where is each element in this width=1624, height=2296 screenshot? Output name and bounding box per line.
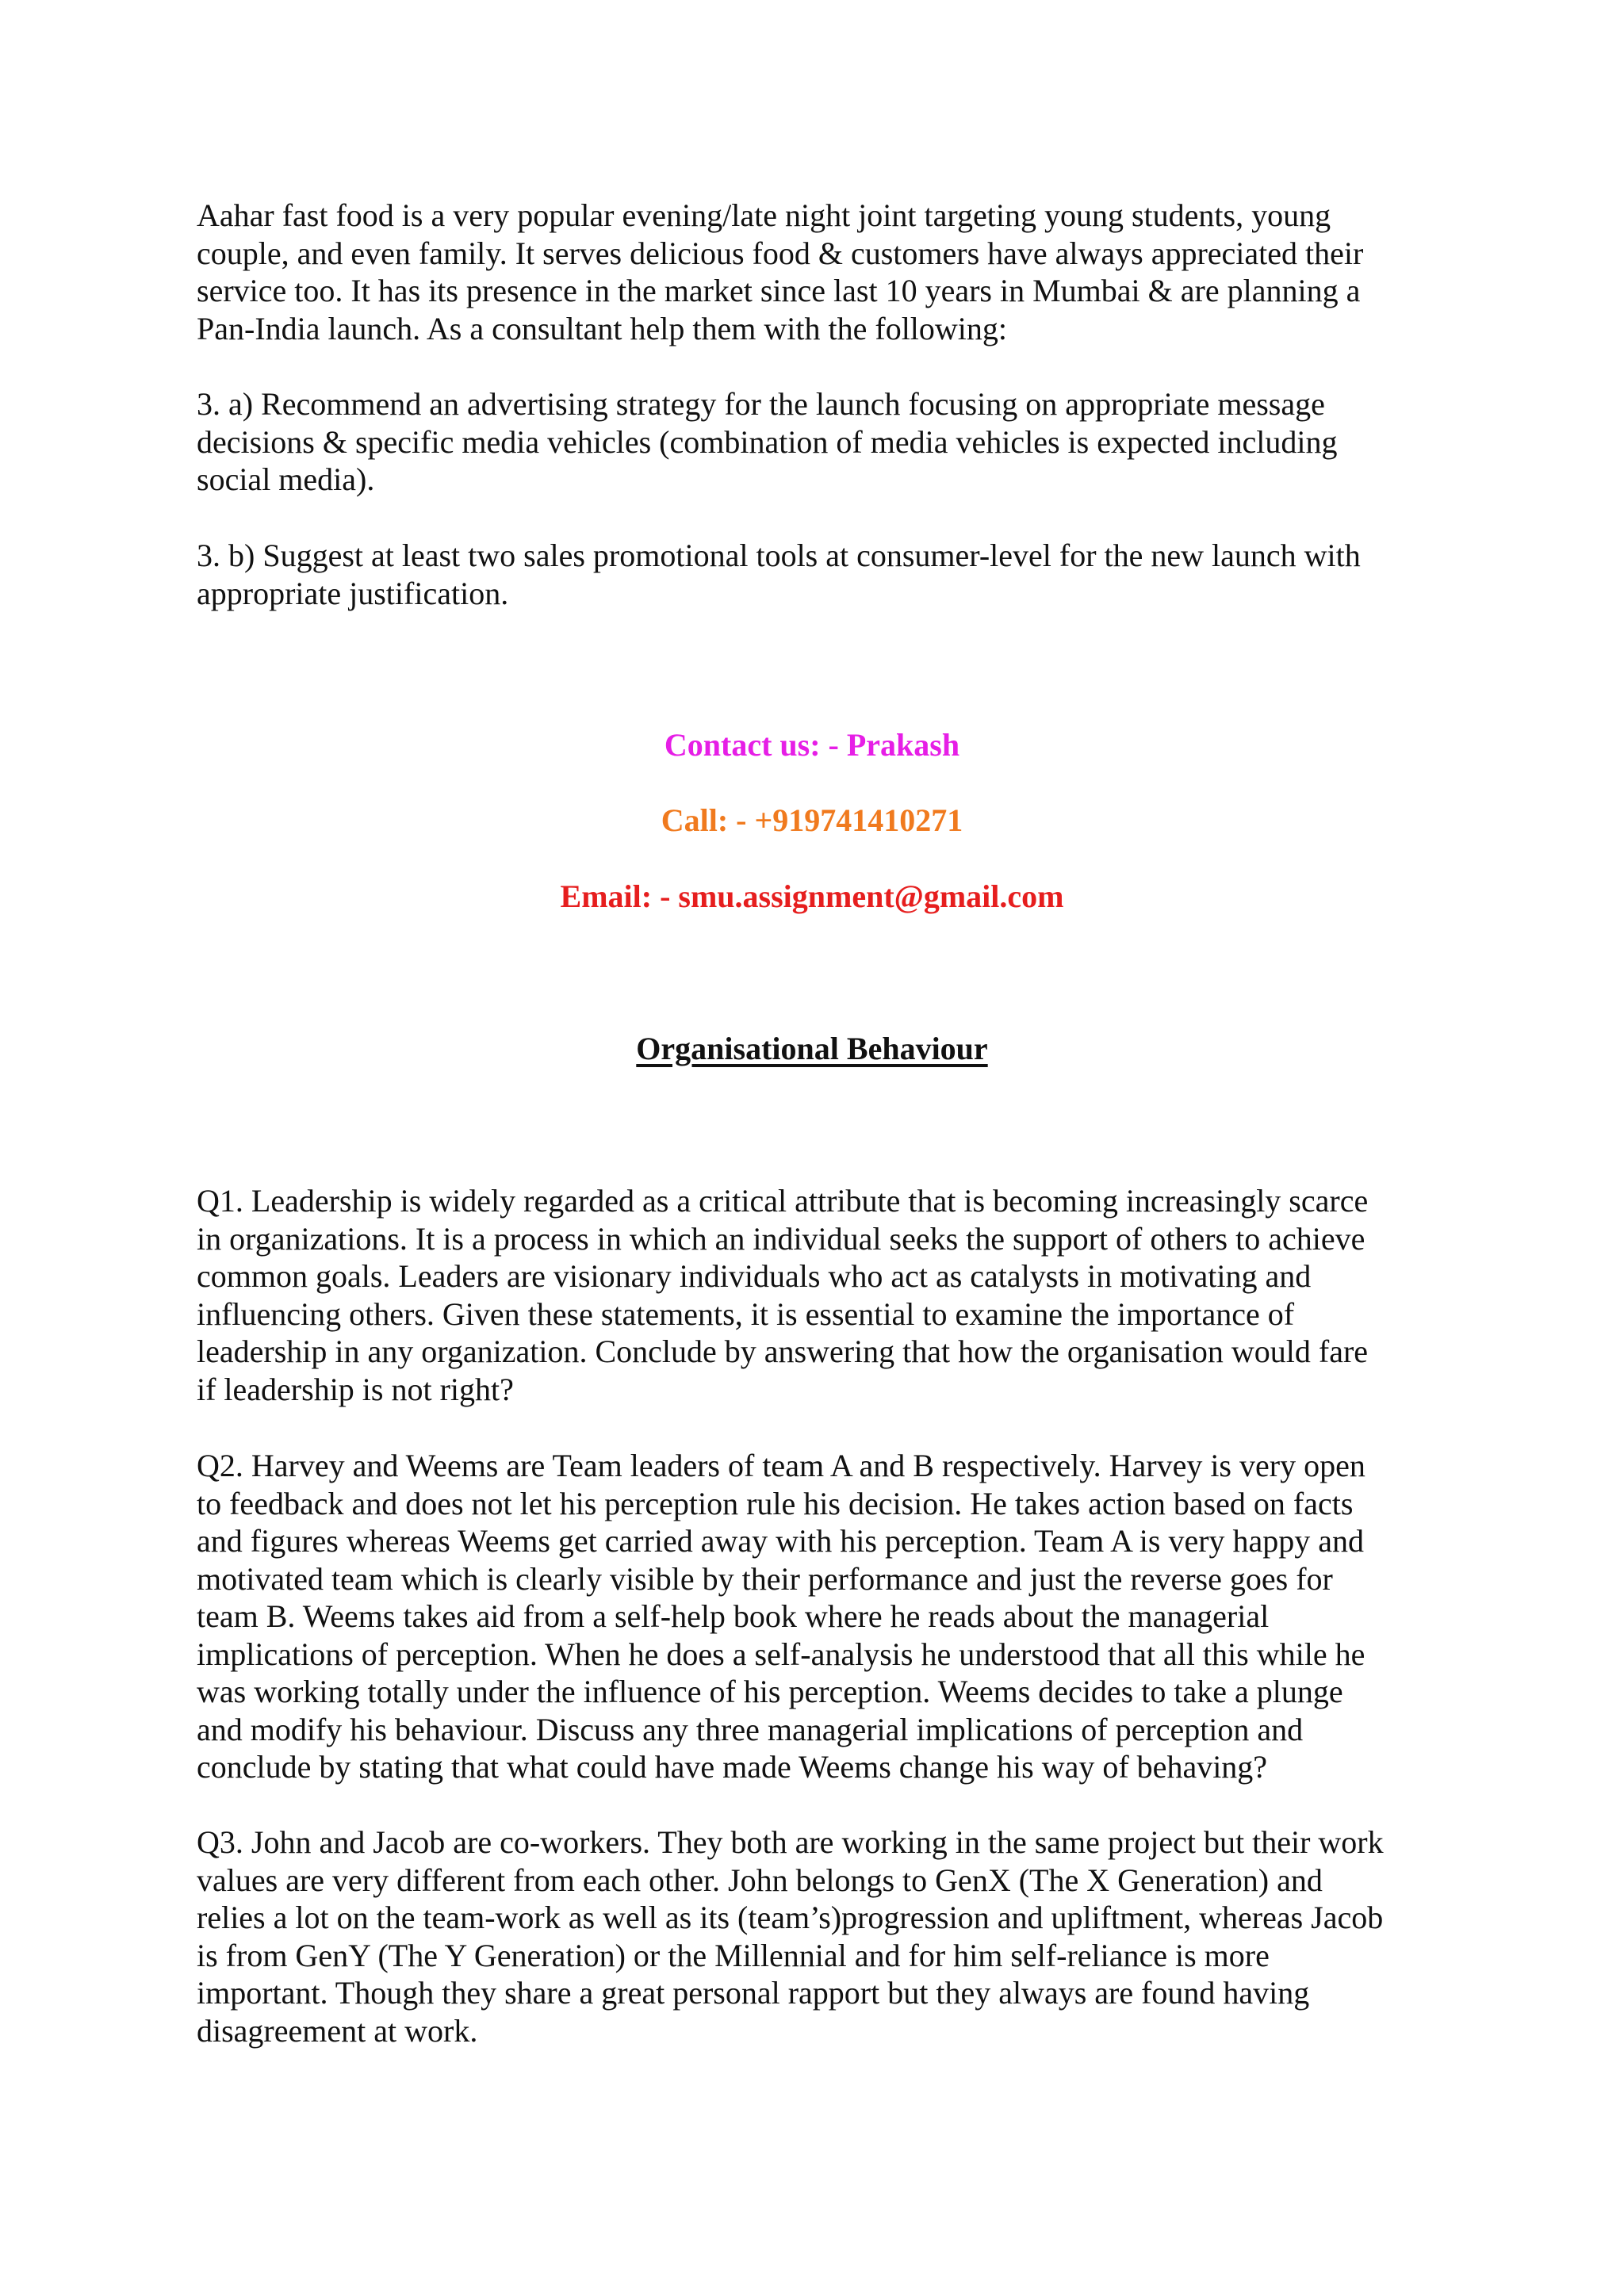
- paragraph-line: values are very different from each other. John belongs to GenX (The X Generation) and: [197, 1862, 1323, 1898]
- contact-name: Contact us: - Prakash: [664, 727, 960, 763]
- paragraph-line: important. Though they share a great personal rapport but they always are found having: [197, 1975, 1310, 2011]
- paragraph-line: Q3. John and Jacob are co-workers. They both are working in the same project but their work: [197, 1824, 1384, 1860]
- paragraph-line: disagreement at work.: [197, 2012, 478, 2049]
- paragraph-line: if leadership is not right?: [197, 1371, 514, 1407]
- paragraph-line: common goals. Leaders are visionary individuals who act as catalysts in motivating and: [197, 1258, 1312, 1294]
- paragraph-line: implications of perception. When he does a self-analysis he understood that all this while he: [197, 1636, 1365, 1672]
- paragraph-line: team B. Weems takes aid from a self-help book where he reads about the managerial: [197, 1598, 1270, 1634]
- question-2: [197, 1447, 1434, 1786]
- paragraph-line: 3. b) Suggest at least two sales promotional tools at consumer-level for the new launch with: [197, 538, 1361, 573]
- paragraph-line: motivated team which is clearly visible by their performance and just the reverse goes for: [197, 1560, 1333, 1597]
- paragraph-line: leadership in any organization. Conclude by answering that how the organisation would fare: [197, 1334, 1369, 1369]
- question-3b: [197, 537, 1434, 612]
- section-title: Organisational Behaviour: [636, 1031, 988, 1066]
- paragraph-line: conclude by stating that what could have made Weems change his way of behaving?: [197, 1749, 1268, 1785]
- paragraph-line: and figures whereas Weems get carried away with his perception. Team A is very happy and: [197, 1523, 1365, 1559]
- paragraph-line: Q2. Harvey and Weems are Team leaders of team A and B respectively. Harvey is very open: [197, 1448, 1365, 1483]
- question-3: [197, 1823, 1434, 2049]
- intro-paragraph: [197, 197, 1434, 347]
- contact-email: Email: - smu.assignment@gmail.com: [560, 878, 1064, 914]
- paragraph-line: and modify his behaviour. Discuss any three managerial implications of perception and: [197, 1711, 1304, 1747]
- paragraph-line: social media).: [197, 461, 375, 497]
- paragraph-line: 3. a) Recommend an advertising strategy for the launch focusing on appropriate message: [197, 386, 1325, 422]
- paragraph-line: decisions & specific media vehicles (combination of media vehicles is expected including: [197, 423, 1338, 460]
- paragraph-line: Pan-India launch. As a consultant help them with the following:: [197, 310, 1008, 346]
- question-1: [197, 1182, 1434, 1408]
- paragraph-line: service too. It has its presence in the market since last 10 years in Mumbai & are planning a: [197, 273, 1361, 308]
- paragraph-line: appropriate justification.: [197, 575, 509, 611]
- paragraph-line: to feedback and does not let his perception rule his decision. He takes action based on facts: [197, 1485, 1354, 1521]
- paragraph-line: was working totally under the influence of his perception. Weems decides to take a plunge: [197, 1674, 1343, 1709]
- paragraph-line: is from GenY (The Y Generation) or the Millennial and for him self-reliance is more: [197, 1937, 1270, 1973]
- contact-phone: Call: - +919741410271: [661, 802, 963, 838]
- paragraph-line: in organizations. It is a process in which an individual seeks the support of others to achieve: [197, 1220, 1365, 1257]
- question-3a: [197, 385, 1434, 499]
- paragraph-line: influencing others. Given these statements, it is essential to examine the importance of: [197, 1295, 1295, 1332]
- paragraph-line: Aahar fast food is a very popular evening/late night joint targeting young students, young: [197, 197, 1331, 233]
- paragraph-line: couple, and even family. It serves delicious food & customers have always appreciated their: [197, 235, 1364, 271]
- paragraph-line: relies a lot on the team-work as well as its (team’s)progression and upliftment, whereas Jacob: [197, 1900, 1384, 1935]
- paragraph-line: Q1. Leadership is widely regarded as a critical attribute that is becoming increasingly scarce: [197, 1183, 1369, 1219]
